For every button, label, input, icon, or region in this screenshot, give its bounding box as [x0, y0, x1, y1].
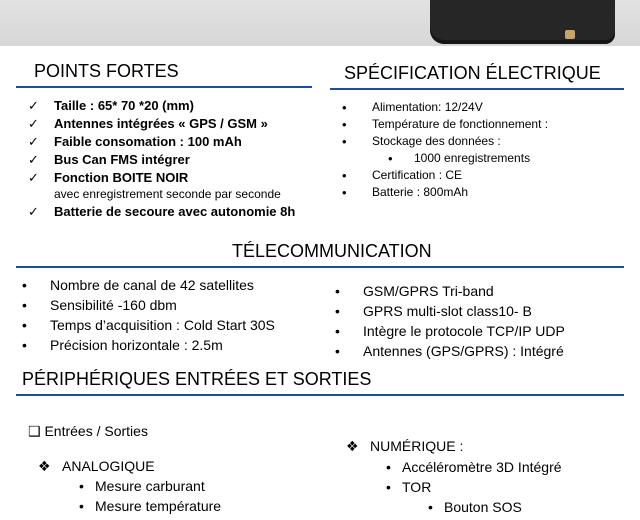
bullet-icon: •	[386, 479, 391, 495]
list-item	[22, 297, 275, 317]
gps-tracker-device-image	[430, 0, 615, 44]
list-item	[335, 343, 565, 363]
check-icon: ✓	[28, 134, 39, 149]
item-text: Bouton SOS	[444, 499, 522, 515]
item-text: Taille : 65* 70 *20 (mm)	[54, 98, 194, 113]
entrees-sorties-heading	[28, 423, 148, 440]
list-item	[22, 277, 275, 297]
list-item	[335, 323, 565, 343]
diamond-bullet-icon: ❖	[38, 458, 51, 474]
item-text: Température de fonctionnement :	[372, 117, 549, 131]
group-label: NUMÉRIQUE :	[370, 438, 464, 454]
bullet-icon: •	[22, 317, 27, 333]
item-text: TOR	[402, 479, 432, 495]
heading-text: Entrées / Sorties	[44, 423, 148, 439]
check-icon: ✓	[28, 98, 39, 113]
specification-rule	[330, 88, 624, 90]
item-text: Bus Can FMS intégrer	[54, 152, 190, 167]
item-text: Alimentation: 12/24V	[372, 100, 483, 114]
bullet-icon: •	[79, 498, 84, 514]
item-text: Antennes (GPS/GPRS) : Intégré	[363, 343, 564, 359]
item-text: Mesure carburant	[95, 478, 205, 494]
list-item	[38, 478, 221, 498]
bullet-icon: •	[342, 185, 347, 200]
list-item	[28, 152, 295, 170]
item-text: Faible consomation : 100 mAh	[54, 134, 242, 149]
points-fortes-list	[28, 98, 295, 222]
bullet-icon: •	[342, 134, 347, 149]
group-heading	[346, 438, 562, 459]
item-text: 1000 enregistrements	[414, 151, 531, 165]
bullet-icon: •	[335, 283, 340, 299]
list-item	[335, 303, 565, 323]
points-fortes-title: POINTS FORTES	[34, 61, 179, 81]
numerique-group	[346, 438, 562, 519]
list-item	[346, 459, 562, 479]
list-item	[22, 337, 275, 357]
list-item	[342, 168, 548, 185]
bullet-icon: •	[22, 337, 27, 353]
item-text: Accéléromètre 3D Intégré	[402, 459, 562, 475]
bullet-icon: •	[22, 297, 27, 313]
bullet-icon: •	[22, 277, 27, 293]
sub-list-item	[346, 499, 562, 519]
checkbox-square-icon: ❑	[28, 423, 41, 439]
list-item	[346, 479, 562, 499]
telecom-left-list	[22, 277, 275, 357]
peripheriques-rule	[16, 394, 624, 396]
bullet-icon: •	[428, 499, 433, 515]
list-item	[38, 498, 221, 518]
item-text: Temps d’acquisition : Cold Start 30S	[50, 317, 275, 333]
item-text: Stockage des données :	[372, 134, 501, 148]
sub-note-text: avec enregistrement seconde par seconde	[54, 187, 281, 201]
header-banner	[0, 0, 640, 46]
bullet-icon: •	[335, 303, 340, 319]
peripheriques-title: PÉRIPHÉRIQUES ENTRÉES ET SORTIES	[22, 369, 372, 389]
specification-title: SPÉCIFICATION ÉLECTRIQUE	[344, 63, 601, 83]
item-text: GSM/GPRS Tri-band	[363, 283, 494, 299]
bullet-icon: •	[79, 478, 84, 494]
item-text: Sensibilité -160 dbm	[50, 297, 177, 313]
bullet-icon: •	[335, 343, 340, 359]
bullet-icon: •	[335, 323, 340, 339]
item-text: Fonction BOITE NOIR	[54, 170, 189, 185]
list-item	[342, 185, 548, 202]
item-text: Précision horizontale : 2.5m	[50, 337, 223, 353]
diamond-bullet-icon: ❖	[346, 438, 359, 454]
bullet-icon: •	[386, 459, 391, 475]
analogique-group	[38, 458, 221, 518]
bullet-icon: •	[388, 151, 393, 166]
sub-list-item	[342, 151, 548, 168]
bullet-icon: •	[342, 100, 347, 115]
device-connector	[565, 30, 575, 39]
item-text: Antennes intégrées « GPS / GSM »	[54, 116, 268, 131]
list-item	[28, 116, 295, 134]
specification-list	[342, 100, 548, 202]
item-text: Batterie : 800mAh	[372, 185, 469, 199]
item-text: Batterie de secoure avec autonomie 8h	[54, 204, 296, 219]
group-label: ANALOGIQUE	[62, 458, 155, 474]
points-fortes-rule	[16, 86, 312, 88]
list-item	[28, 98, 295, 116]
list-item	[22, 317, 275, 337]
list-item	[28, 170, 295, 187]
list-item	[342, 134, 548, 151]
check-icon: ✓	[28, 116, 39, 131]
check-icon: ✓	[28, 170, 39, 185]
item-text: GPRS multi-slot class10- B	[363, 303, 532, 319]
list-item	[28, 134, 295, 152]
list-item	[342, 100, 548, 117]
telecom-title: TÉLECOMMUNICATION	[232, 241, 432, 261]
bullet-icon: •	[342, 168, 347, 183]
list-item	[342, 117, 548, 134]
telecom-right-list	[335, 283, 565, 363]
item-text: Intègre le protocole TCP/IP UDP	[363, 323, 565, 339]
item-text: Certification : CE	[372, 168, 463, 182]
list-item	[335, 283, 565, 303]
check-icon: ✓	[28, 152, 39, 167]
group-heading	[38, 458, 221, 478]
list-item	[28, 204, 295, 222]
bullet-icon: •	[342, 117, 347, 132]
item-text: Mesure température	[95, 498, 222, 514]
item-text: Nombre de canal de 42 satellites	[50, 277, 254, 293]
telecom-rule	[16, 266, 624, 268]
check-icon: ✓	[28, 204, 39, 219]
item-sub-note	[28, 187, 295, 204]
